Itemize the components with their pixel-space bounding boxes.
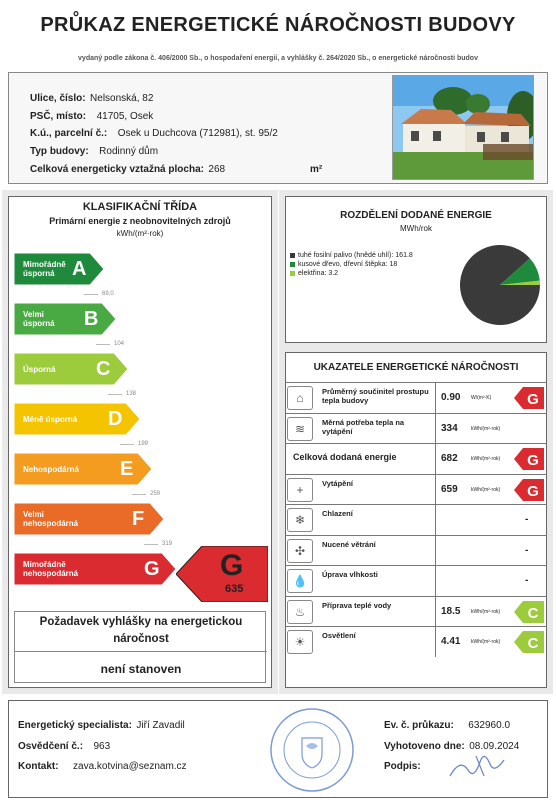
date-value: 08.09.2024: [469, 741, 520, 752]
requirement-value: není stanoven: [100, 662, 182, 676]
class-boundary-value: 104: [114, 341, 125, 347]
humidity-icon: 💧: [287, 569, 313, 593]
building-class-value: 635: [225, 583, 244, 595]
indicator-divider: [435, 383, 436, 413]
heat-waves-icon: ≋: [287, 417, 313, 441]
indicator-unit: kWh/(m²·rok): [471, 639, 501, 645]
class-label: Velmi úsporná: [23, 310, 55, 328]
indicator-row: [285, 382, 547, 412]
class-label: Úsporná: [23, 364, 56, 374]
building-class-marker: [176, 546, 268, 602]
class-label: Méně úsporná: [23, 414, 78, 424]
legend-swatch: [290, 262, 295, 267]
distribution-pie-chart: [458, 243, 542, 327]
cert-label: Osvědčení č.:: [18, 741, 84, 752]
class-label: Velmi nehospodárná: [23, 510, 79, 528]
indicator-name: Vytápění: [322, 478, 353, 488]
indicator-row: [285, 596, 547, 626]
distribution-legend-item: [290, 260, 450, 269]
class-letter: B: [84, 307, 99, 330]
indicator-row: [285, 565, 547, 595]
legend-label: elektřina: 3.2: [298, 270, 339, 277]
class-boundary-line: [84, 294, 98, 295]
indicator-value: 334: [441, 422, 458, 434]
distribution-legend-item: [290, 269, 450, 278]
indicator-divider: [435, 444, 436, 474]
class-boundary-line: [132, 494, 146, 495]
classification-title: KLASIFIKAČNÍ TŘÍDA: [82, 201, 198, 213]
legend-label: kusové dřevo, dřevní štěpka: 18: [298, 261, 398, 268]
class-letter: F: [132, 507, 145, 530]
class-boundary-value: 138: [126, 391, 137, 397]
class-letter: G: [144, 557, 160, 580]
indicator-value: -: [525, 575, 529, 586]
indicator-unit: kWh/(m²·rok): [471, 425, 501, 432]
area-value: 268: [208, 164, 226, 175]
street-value: Nelsonská, 82: [90, 93, 154, 104]
indicator-name: Příprava teplé vody: [322, 600, 392, 610]
class-letter: E: [120, 457, 134, 480]
indicator-class-letter: G: [527, 482, 539, 500]
indicator-value: 0.90: [441, 392, 461, 403]
class-arrow-d: [14, 403, 140, 435]
indicator-unit: kWh/(m²·rok): [471, 456, 501, 462]
document-title: PRŮKAZ ENERGETICKÉ NÁROČNOSTI BUDOVY: [40, 14, 516, 36]
indicator-divider: [435, 536, 436, 566]
ev-label: Ev. č. průkazu:: [384, 720, 454, 731]
indicator-name: Úprava vlhkosti: [322, 570, 378, 579]
requirement-divider: [15, 651, 267, 652]
indicator-class-letter: C: [527, 604, 539, 622]
cooling-icon: ❄: [287, 508, 313, 532]
indicators-title: UKAZATELE ENERGETICKÉ NÁROČNOSTI: [313, 362, 519, 373]
indicator-name: Nucené větrání: [322, 539, 376, 549]
house-icon: ⌂: [287, 386, 313, 410]
requirement-box: [14, 611, 266, 683]
indicator-value: -: [525, 544, 529, 556]
specialist-label: Energetický specialista:: [18, 720, 132, 731]
indicator-name: Průměrný součinitel prostupu tepla budovy: [322, 387, 429, 405]
class-boundary-value: 319: [162, 541, 173, 547]
heating-icon: +: [287, 478, 313, 502]
class-boundary-line: [144, 544, 158, 545]
indicator-name: Měrná potřeba tepla na vytápění: [322, 417, 405, 436]
indicator-divider: [435, 566, 436, 596]
requirement-title: Požadavek vyhlášky na energetickou náročnost: [39, 616, 243, 645]
ev-value: 632960.0: [468, 720, 511, 731]
lightbulb-icon: ☀: [287, 630, 313, 654]
indicator-unit: kWh/(m²·rok): [471, 608, 501, 615]
distribution-legend-item: [290, 251, 450, 260]
psc-label: PSČ, místo:: [30, 111, 87, 122]
indicator-divider: [435, 505, 436, 535]
indicator-class-badge: [514, 601, 544, 623]
indicator-class-letter: G: [527, 452, 539, 469]
class-letter: A: [72, 257, 87, 280]
classification-subtitle: Primární energie z neobnovitelných zdrojů: [49, 216, 231, 226]
type-value: Rodinný dům: [99, 146, 159, 157]
class-arrow-a: [14, 253, 104, 285]
psc-value: 41705, Osek: [96, 111, 154, 122]
indicator-name: Chlazení: [322, 509, 353, 518]
class-boundary-line: [120, 444, 134, 445]
contact-value: zava.kotvina@seznam.cz: [73, 761, 187, 772]
tap-icon: ♨: [287, 600, 313, 624]
document-subtitle: vydaný podle zákona č. 406/2000 Sb., o hospodaření energií, a vyhlášky č. 264/2020 Sb., o energetické náročnosti budov: [78, 55, 478, 62]
class-arrow-e: [14, 453, 152, 485]
area-label: Celková energeticky vztažná plocha:: [30, 164, 204, 175]
specialist-value: Jiří Zavadil: [136, 720, 185, 731]
building-info: [18, 80, 388, 180]
building-photo: [392, 75, 534, 180]
ku-value: Osek u Duchcova (712981), st. 95/2: [117, 128, 278, 139]
indicator-value: 659: [441, 483, 458, 495]
class-arrow-f: [14, 503, 164, 535]
indicator-class-badge: [514, 448, 544, 470]
indicator-unit: kWh/(m²·rok): [471, 486, 501, 493]
indicator-class-badge: [514, 631, 544, 653]
class-letter: C: [96, 357, 111, 380]
class-label: Mimořádně nehospodárná: [23, 560, 79, 578]
sign-label: Podpis:: [384, 761, 421, 772]
indicator-row: [285, 504, 547, 534]
indicator-row: [285, 413, 547, 443]
indicator-unit: W/(m²·K): [471, 395, 492, 401]
indicator-name: Celková dodaná energie: [293, 452, 397, 462]
area-unit: m²: [310, 164, 323, 175]
class-label: Nehospodárná: [23, 464, 80, 474]
type-label: Typ budovy:: [30, 146, 89, 157]
signature: [446, 748, 516, 784]
distribution-unit: MWh/rok: [400, 224, 432, 233]
building-class-letter: G: [220, 549, 244, 582]
class-boundary-value: 199: [138, 441, 149, 447]
fan-icon: ✣: [287, 539, 313, 563]
class-boundary-value: 69,0: [102, 291, 114, 297]
indicator-divider: [435, 475, 436, 505]
indicator-row: [285, 535, 547, 565]
classification-unit: kWh/(m²·rok): [116, 229, 164, 238]
class-boundary-line: [108, 394, 122, 395]
street-label: Ulice, číslo:: [30, 93, 86, 104]
indicator-row: [285, 443, 547, 473]
indicator-row: [285, 626, 547, 656]
distribution-legend: [290, 251, 450, 278]
stamp: [268, 706, 356, 794]
contact-label: Kontakt:: [18, 761, 59, 772]
class-arrow-b: [14, 303, 116, 335]
legend-swatch: [290, 253, 295, 258]
class-boundary-value: 259: [150, 491, 161, 497]
indicator-row: [285, 474, 547, 504]
cert-value: 963: [93, 741, 111, 752]
indicator-value: 682: [441, 453, 458, 464]
indicator-class-badge: [514, 387, 544, 409]
indicator-divider: [435, 597, 436, 627]
indicator-divider: [435, 627, 436, 657]
indicator-class-badge: [514, 479, 544, 501]
indicator-divider: [435, 414, 436, 444]
ku-label: K.ú., parcelní č.:: [30, 128, 108, 139]
legend-label: tuhé fosilní palivo (hnědé uhlí): 161.8: [298, 252, 413, 259]
distribution-title: ROZDĚLENÍ DODANÉ ENERGIE: [340, 210, 492, 221]
indicator-value: 4.41: [441, 636, 461, 647]
indicator-class-letter: G: [527, 391, 539, 408]
class-label: Mimořádně úsporná: [23, 260, 66, 278]
indicator-value: 18.5: [441, 605, 461, 617]
indicator-name: Osvětlení: [322, 631, 356, 640]
class-letter: D: [108, 407, 123, 430]
indicator-value: -: [525, 514, 529, 525]
class-arrow-g: [14, 553, 176, 585]
date-label: Vyhotoveno dne:: [384, 741, 465, 752]
class-boundary-line: [96, 344, 110, 345]
indicator-class-letter: C: [527, 635, 539, 652]
legend-swatch: [290, 271, 295, 276]
class-arrow-c: [14, 353, 128, 385]
